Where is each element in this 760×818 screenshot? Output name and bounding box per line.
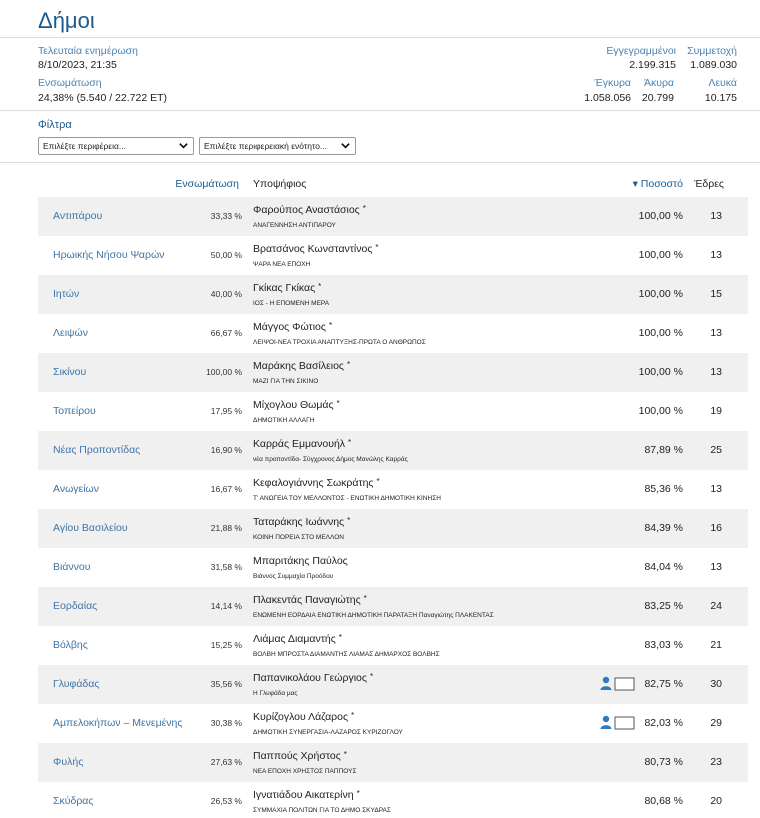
candidate-name (253, 672, 373, 684)
integration-percent: 33,33 % (210, 211, 242, 221)
candidate-name (253, 204, 366, 216)
party-name: ΣΥΜΜΑΧΙΑ ΠΟΛΙΤΩΝ ΓΙΑ ΤΟ ΔΗΜΟ ΣΚΥΔΡΑΣ (253, 807, 391, 814)
candidate-name (253, 633, 342, 645)
candidate-name (253, 360, 350, 372)
party-name: ΜΑΖΙ ΓΙΑ ΤΗΝ ΣΙΚΙΝΟ (253, 378, 319, 385)
party-name: ΨΑΡΑ ΝΕΑ ΕΠΟΧΗ (253, 261, 311, 268)
seats-count: 13 (710, 210, 722, 222)
candidate-name-text: Μπαριτάκης Παύλος (253, 555, 348, 567)
party-name: ΔΗΜΟΤΙΚΗ ΣΥΝΕΡΓΑΣΙΑ-ΛΑΖΑΡΟΣ ΚΥΡΙΖΟΓΛΟΥ (253, 729, 403, 736)
municipality-link[interactable]: Βόλβης (53, 639, 88, 651)
candidate-star: * (362, 204, 366, 213)
integration-label: Ενσωμάτωση (38, 77, 102, 89)
table-row[interactable] (38, 236, 748, 275)
party-name: Βιάννος Συμμαχία Προόδου (253, 573, 334, 580)
party-name: ΒΟΛΒΗ ΜΠΡΟΣΤΑ ΔΙΑΜΑΝΤΗΣ ΛΙΑΜΑΣ ΔΗΜΑΡΧΟΣ ΒΟΛΒΗΣ (253, 651, 440, 658)
vote-percent: 80,68 % (644, 795, 683, 807)
integration-percent: 26,53 % (210, 796, 242, 806)
party-name: Τ' ΑΝΩΓΕΙΑ ΤΟΥ ΜΕΛΛΟΝΤΟΣ - ΕΝΩΤΙΚΗ ΔΗΜΟΤΙΚΗ ΚΙΝΗΣΗ (253, 495, 441, 502)
vote-percent: 84,04 % (644, 561, 683, 573)
party-name: ΑΝΑΓΕΝΝΗΣΗ ΑΝΤΙΠΑΡΟΥ (253, 222, 336, 229)
candidate-name (253, 594, 367, 606)
candidate-name-text: Ιγνατιάδου Αικατερίνη (253, 789, 354, 801)
municipality-link[interactable]: Αντιπάρου (53, 210, 103, 222)
party-name: ΚΟΙΝΗ ΠΟΡΕΙΑ ΣΤΟ ΜΕΛΛΟΝ (253, 534, 344, 541)
region-select[interactable] (38, 137, 194, 155)
candidate-name (253, 282, 321, 294)
turnout-label: Συμμετοχή (687, 45, 737, 57)
candidate-star: * (351, 711, 355, 720)
valid-label: Έγκυρα (594, 77, 631, 89)
integration-value: 24,38% (5.540 / 22.722 ΕΤ) (38, 92, 167, 104)
blank-value: 10.175 (704, 92, 737, 104)
region-select-value: Επιλέξτε περιφέρεια... (43, 141, 126, 151)
last-update-label: Τελευταία ενημέρωση (38, 45, 138, 57)
municipality-link[interactable]: Τοπείρου (53, 405, 96, 417)
vote-percent: 80,73 % (644, 756, 683, 768)
seats-count: 24 (710, 600, 722, 612)
municipality-link[interactable]: Αγίου Βασιλείου (53, 522, 128, 534)
candidate-name (253, 477, 380, 489)
integration-percent: 17,95 % (210, 406, 242, 416)
candidate-name-text: Παπανικολάου Γεώργιος (253, 672, 367, 684)
table-row[interactable] (38, 704, 748, 743)
candidate-name (253, 711, 354, 723)
candidate-name-text: Γκίκας Γκίκας (253, 282, 316, 294)
integration-percent: 40,00 % (210, 289, 242, 299)
divider (0, 110, 760, 111)
party-name: Η Γλυφάδα μας (253, 690, 298, 697)
integration-percent: 35,56 % (210, 679, 242, 689)
invalid-label: Άκυρα (643, 77, 674, 89)
municipality-link[interactable]: Νέας Προποντίδας (53, 444, 141, 456)
vote-percent: 87,89 % (644, 444, 683, 456)
table-row[interactable] (38, 587, 748, 626)
municipality-link[interactable]: Ανωγείων (53, 483, 99, 495)
municipality-link[interactable]: Ηρωικής Νήσου Ψαρών (53, 249, 165, 261)
blank-label: Λευκά (708, 77, 737, 89)
seats-count: 30 (710, 678, 722, 690)
candidate-star: * (375, 243, 379, 252)
table-row[interactable] (38, 548, 748, 587)
chevron-down-icon (340, 140, 351, 151)
candidate-name (253, 750, 347, 762)
regional-unit-select[interactable] (199, 137, 356, 155)
integration-percent: 50,00 % (210, 250, 242, 260)
candidate-star: * (376, 477, 380, 486)
person-card-icon[interactable] (600, 715, 636, 731)
seats-count: 15 (710, 288, 722, 300)
seats-count: 13 (710, 366, 722, 378)
candidate-name-text: Καρράς Εμμανουήλ (253, 438, 346, 450)
candidate-name (253, 555, 351, 567)
table-row[interactable] (38, 665, 748, 704)
candidate-name (253, 516, 350, 528)
vote-percent: 85,36 % (644, 483, 683, 495)
page-title: Δήμοι (38, 8, 95, 33)
candidate-star: * (347, 516, 351, 525)
header-candidate[interactable]: Υποψήφιος (253, 178, 307, 190)
table-row[interactable] (38, 509, 748, 548)
integration-percent: 21,88 % (210, 523, 242, 533)
candidate-star: * (318, 282, 322, 291)
candidate-star: * (356, 789, 360, 798)
table-row[interactable] (38, 626, 748, 665)
candidate-star: * (363, 594, 367, 603)
regional-unit-select-value: Επιλέξτε περιφερειακή ενότητο... (204, 141, 328, 151)
integration-percent: 66,67 % (210, 328, 242, 338)
vote-percent: 83,03 % (644, 639, 683, 651)
seats-count: 13 (710, 327, 722, 339)
integration-percent: 27,63 % (210, 757, 242, 767)
party-name: ΙΟΣ - Η ΕΠΟΜΕΝΗ ΜΕΡΑ (253, 300, 330, 307)
last-update-value: 8/10/2023, 21:35 (38, 59, 117, 71)
registered-value: 2.199.315 (629, 59, 676, 71)
invalid-value: 20.799 (641, 92, 674, 104)
candidate-name-text: Παππούς Χρήστος (253, 750, 341, 762)
municipality-link[interactable]: Σικίνου (53, 366, 87, 378)
candidate-name (253, 438, 351, 450)
integration-percent: 31,58 % (210, 562, 242, 572)
valid-value: 1.058.056 (584, 92, 631, 104)
party-name: ΝΕΑ ΕΠΟΧΗ ΧΡΗΣΤΟΣ ΠΑΠΠΟΥΣ (253, 768, 357, 775)
seats-count: 29 (710, 717, 722, 729)
candidate-name (253, 321, 332, 333)
registered-label: Εγγεγραμμένοι (606, 45, 676, 57)
municipality-link[interactable]: Εορδαίας (53, 600, 98, 612)
candidate-name (253, 789, 360, 801)
vote-percent: 83,25 % (644, 600, 683, 612)
vote-percent: 100,00 % (638, 210, 683, 222)
chevron-down-icon (178, 140, 189, 151)
party-name: ΛΕΙΨΟΙ-ΝΕΑ ΤΡΟΧΙΑ ΑΝΑΠΤΥΞΗΣ-ΠΡΩΤΑ Ο ΑΝΘΡΩΠΟΣ (253, 339, 426, 346)
candidate-star: * (369, 672, 374, 681)
person-card-icon[interactable] (600, 676, 636, 692)
seats-count: 13 (710, 249, 722, 261)
filters-title: Φίλτρα (38, 119, 72, 131)
vote-percent: 100,00 % (638, 366, 683, 378)
party-name: ΕΝΩΜΕΝΗ ΕΟΡΔΑΙΑ ΕΝΩΤΙΚΗ ΔΗΜΟΤΙΚΗ ΠΑΡΑΤΑΞΗ Παναγιώτης ΠΛΑΚΕΝΤΑΣ (253, 612, 494, 619)
seats-count: 19 (710, 405, 722, 417)
vote-percent: 84,39 % (644, 522, 683, 534)
divider (0, 37, 760, 38)
candidate-name-text: Κεφαλογιάννης Σωκράτης (253, 477, 374, 489)
results-table (38, 197, 748, 818)
candidate-name-text: Λιάμας Διαμαντής (253, 633, 336, 645)
table-row[interactable] (38, 197, 748, 236)
turnout-value: 1.089.030 (690, 59, 737, 71)
table-row[interactable] (38, 743, 748, 782)
seats-count: 23 (710, 756, 722, 768)
vote-percent: 100,00 % (638, 327, 683, 339)
header-percent-sorted[interactable]: ▾ Ποσοστό (632, 178, 683, 190)
candidate-name-text: Ταταράκης Ιωάννης (253, 516, 345, 528)
table-row[interactable] (38, 275, 748, 314)
municipality-link[interactable]: Λειψών (53, 327, 88, 339)
candidate-name (253, 243, 379, 255)
candidate-name-text: Κυρίζογλου Λάζαρος (253, 711, 349, 723)
seats-count: 13 (710, 561, 722, 573)
municipality-link[interactable]: Γλυφάδας (53, 678, 100, 690)
candidate-star: * (348, 438, 352, 447)
table-row[interactable] (38, 470, 748, 509)
municipality-link[interactable]: Ιητών (53, 288, 80, 300)
candidate-name-text: Πλακεντάς Παναγιώτης (253, 594, 361, 606)
municipality-link[interactable]: Αμπελοκήπων – Μενεμένης (53, 717, 183, 729)
municipality-link[interactable]: Φυλής (53, 756, 84, 768)
integration-percent: 16,90 % (210, 445, 242, 455)
candidate-name-text: Μάγγος Φώτιος (253, 321, 326, 333)
integration-percent: 16,67 % (210, 484, 242, 494)
candidate-star: * (346, 360, 351, 369)
table-row[interactable] (38, 392, 748, 431)
candidate-name-text: Βρατσάνος Κωνσταντίνος (253, 243, 373, 255)
candidate-name (253, 399, 340, 411)
vote-percent: 82,75 % (644, 678, 683, 690)
table-row[interactable] (38, 431, 748, 470)
candidate-star: * (328, 321, 333, 330)
divider (0, 162, 760, 163)
municipality-link[interactable]: Σκύδρας (53, 795, 94, 807)
table-row[interactable] (38, 353, 748, 392)
header-seats[interactable]: Έδρες (694, 178, 724, 190)
candidate-star: * (338, 633, 342, 642)
party-name: νέα προποντίδα- Σύγχρονος Δήμος Μανώλης Καρράς (253, 456, 408, 463)
seats-count: 21 (710, 639, 722, 651)
header-integration[interactable]: Ενσωμάτωση (175, 178, 239, 190)
integration-percent: 100,00 % (206, 367, 242, 377)
party-name: ΔΗΜΟΤΙΚΗ ΑΛΛΑΓΗ (253, 417, 315, 424)
table-row[interactable] (38, 782, 748, 818)
integration-percent: 14,14 % (210, 601, 242, 611)
candidate-name-text: Φαρούπος Αναστάσιος (253, 204, 360, 216)
municipality-link[interactable]: Βιάννου (53, 561, 91, 573)
integration-percent: 30,38 % (210, 718, 242, 728)
seats-count: 20 (710, 795, 722, 807)
vote-percent: 100,00 % (638, 249, 683, 261)
candidate-star: * (336, 399, 340, 408)
candidate-name-text: Μαράκης Βασίλειος (253, 360, 344, 372)
seats-count: 13 (710, 483, 722, 495)
candidate-star: * (343, 750, 347, 759)
table-row[interactable] (38, 314, 748, 353)
vote-percent: 100,00 % (638, 288, 683, 300)
vote-percent: 82,03 % (644, 717, 683, 729)
integration-percent: 15,25 % (210, 640, 242, 650)
seats-count: 16 (710, 522, 722, 534)
seats-count: 25 (710, 444, 722, 456)
vote-percent: 100,00 % (638, 405, 683, 417)
candidate-name-text: Μίχογλου Θωμάς (253, 399, 334, 411)
